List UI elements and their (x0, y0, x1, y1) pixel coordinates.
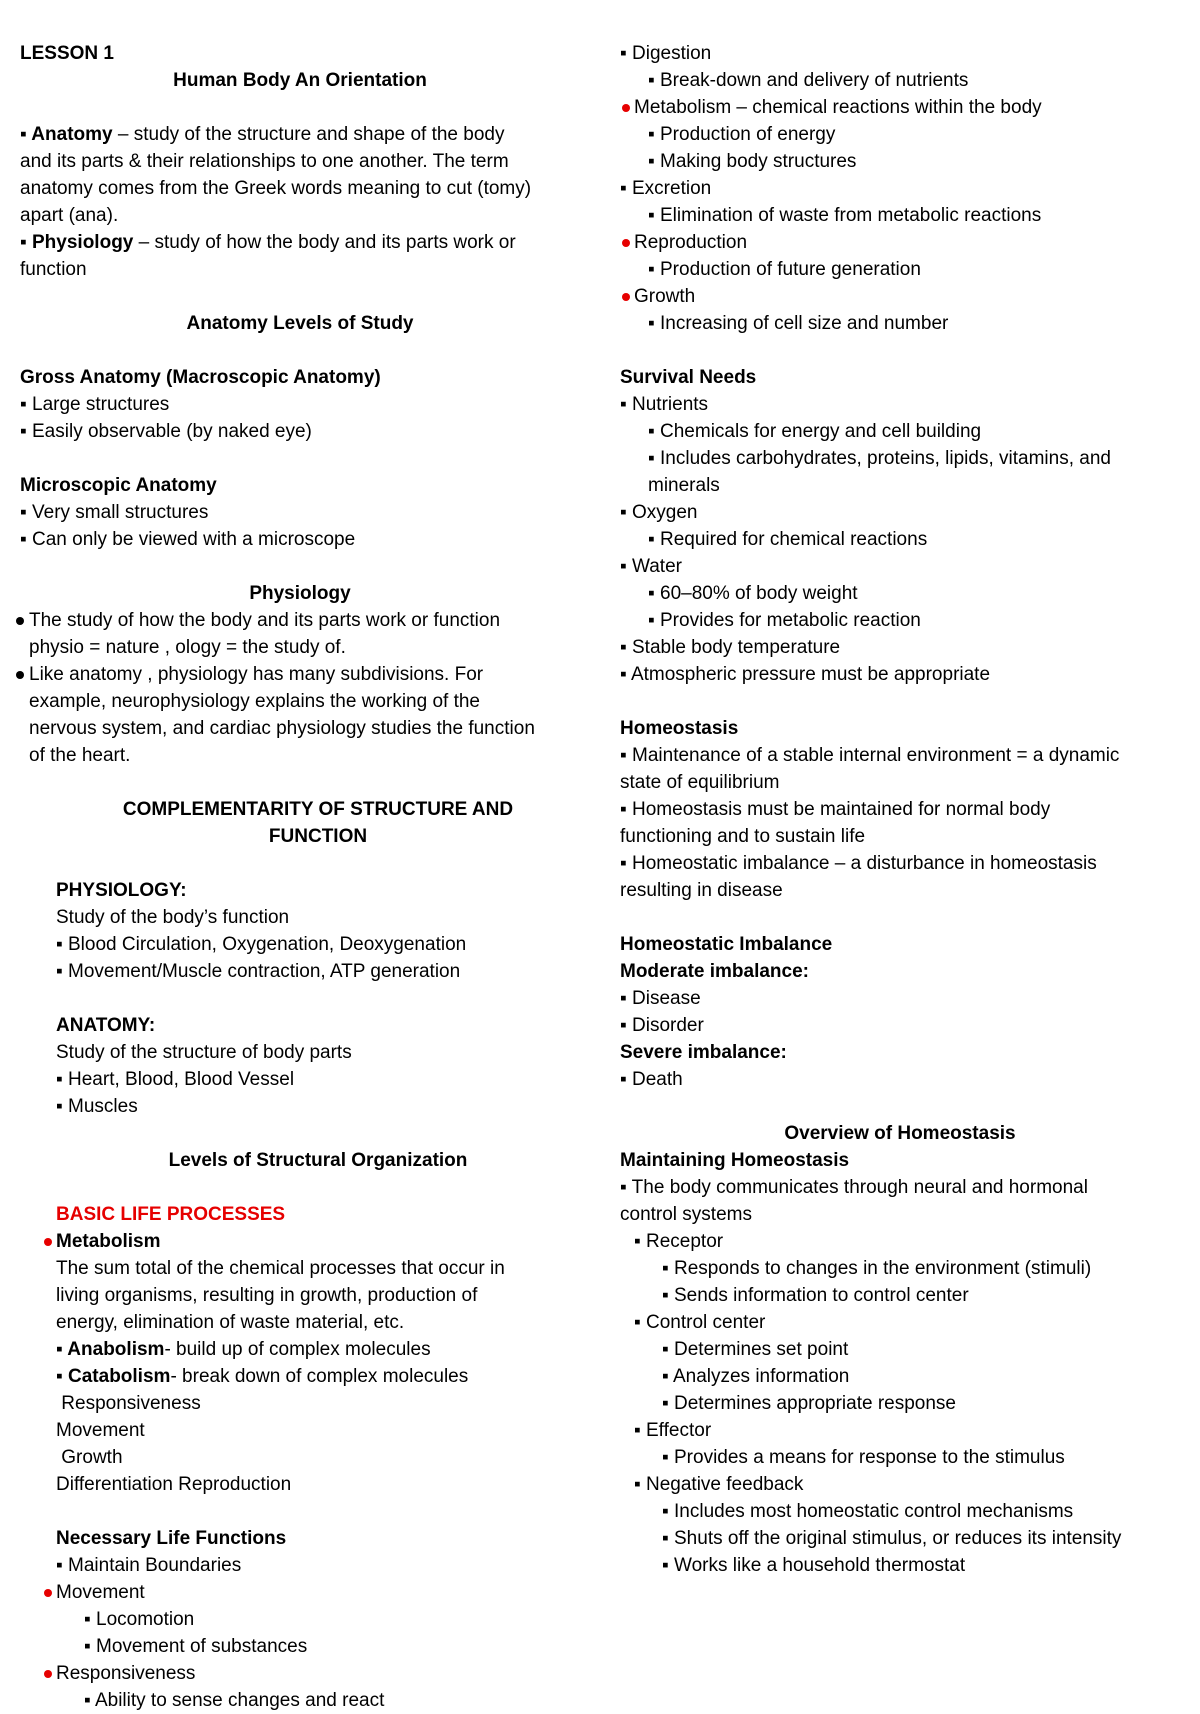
list-item (20, 1579, 580, 1606)
list-item: Differentiation Reproduction (56, 1474, 292, 1495)
list-item-line: resulting in disease (620, 880, 783, 901)
list-item-text: The study of how the body and its parts work or function (29, 610, 501, 631)
list-item: ▪ Homeostatic imbalance – a disturbance in homeostasis (620, 853, 1097, 874)
subsection-heading: Necessary Life Functions (56, 1528, 287, 1549)
list-item: ▪ Muscles (56, 1096, 138, 1117)
list-item-text: Like anatomy , physiology has many subdivisions. For (29, 664, 484, 685)
list-item-text: Responsiveness (56, 1663, 196, 1684)
list-item-line: functioning and to sustain life (620, 826, 866, 847)
list-item: ▪ The body communicates through neural and hormonal (620, 1177, 1088, 1198)
subsection-heading: Microscopic Anatomy (20, 475, 217, 496)
subsection-heading: PHYSIOLOGY: (56, 880, 187, 901)
list-item: ▪ Maintain Boundaries (56, 1555, 242, 1576)
list-item: ▪ Shuts off the original stimulus, or reduces its intensity (662, 1528, 1122, 1549)
subsection-heading: Maintaining Homeostasis (620, 1150, 850, 1171)
page-title: Human Body An Orientation (173, 70, 427, 91)
paragraph: living organisms, resulting in growth, production of (56, 1285, 478, 1306)
subsection-heading: Homeostasis (620, 718, 739, 739)
list-item: ▪ Includes most homeostatic control mechanisms (662, 1501, 1074, 1522)
subsection-heading: ANATOMY: (56, 1015, 156, 1036)
paragraph: The sum total of the chemical processes that occur in (56, 1258, 505, 1279)
list-item: Responsiveness (56, 1393, 201, 1414)
list-item: ▪ Works like a household thermostat (662, 1555, 966, 1576)
anatomy-def-text: – study of the structure and shape of the body (112, 124, 505, 145)
list-item: ▪ Locomotion (84, 1609, 195, 1630)
anatomy-term: ▪ Anatomy (20, 124, 113, 145)
physiology-def-text: – study of how the body and its parts work or (133, 232, 516, 253)
list-item: ▪ Movement/Muscle contraction, ATP generation (56, 961, 461, 982)
list-item (620, 283, 1180, 310)
list-item-line: physio = nature , ology = the study of. (29, 637, 346, 658)
catabolism-term: ▪ Catabolism (56, 1366, 171, 1387)
list-item: ▪ Break-down and delivery of nutrients (648, 70, 969, 91)
list-item: ▪ Required for chemical reactions (648, 529, 928, 550)
list-item-text: Metabolism – chemical reactions within the body (634, 97, 1042, 118)
list-item: ▪ Can only be viewed with a microscope (20, 529, 356, 550)
section-heading: Levels of Structural Organization (168, 1150, 468, 1171)
paragraph: Study of the body’s function (56, 907, 290, 928)
anabolism-term: ▪ Anabolism (56, 1339, 165, 1360)
list-item: ▪ Stable body temperature (620, 637, 841, 658)
paragraph: energy, elimination of waste material, etc. (56, 1312, 405, 1333)
subsection-heading: Gross Anatomy (Macroscopic Anatomy) (20, 367, 381, 388)
list-item: ▪ Provides a means for response to the stimulus (662, 1447, 1065, 1468)
list-item: ▪ Easily observable (by naked eye) (20, 421, 312, 442)
list-item: ▪ Nutrients (620, 394, 709, 415)
catabolism-def: - break down of complex molecules (170, 1366, 469, 1387)
red-bullet-dot-icon (622, 104, 630, 112)
bullet-dot-icon (16, 671, 24, 679)
red-bullet-dot-icon (44, 1589, 52, 1597)
list-item: ▪ Responds to changes in the environment (stimuli) (662, 1258, 1092, 1279)
physiology-def-line: function (20, 259, 87, 280)
list-item-line: example, neurophysiology explains the working of the (29, 691, 480, 712)
subsection-heading: Moderate imbalance: (620, 961, 809, 982)
lesson-label: LESSON 1 (20, 43, 114, 64)
list-item: ▪ Ability to sense changes and react (84, 1690, 385, 1711)
list-item-text: Reproduction (634, 232, 748, 253)
section-heading: FUNCTION (268, 826, 368, 847)
list-item-line: nervous system, and cardiac physiology studies the function (29, 718, 535, 739)
section-heading: Anatomy Levels of Study (186, 313, 414, 334)
list-item-line: of the heart. (29, 745, 131, 766)
list-item: ▪ Large structures (20, 394, 170, 415)
list-item: ▪ 60–80% of body weight (648, 583, 858, 604)
list-item: ▪ Excretion (620, 178, 712, 199)
section-heading: Overview of Homeostasis (784, 1123, 1016, 1144)
section-heading: COMPLEMENTARITY OF STRUCTURE AND (122, 799, 514, 820)
list-item: ▪ Very small structures (20, 502, 209, 523)
list-item: ▪ Disorder (620, 1015, 704, 1036)
list-item: Growth (56, 1447, 123, 1468)
list-item: ▪ Receptor (634, 1231, 724, 1252)
list-item: ▪ Determines appropriate response (662, 1393, 956, 1414)
red-bullet-dot-icon (622, 239, 630, 247)
section-heading: Physiology (249, 583, 351, 604)
red-bullet-dot-icon (44, 1238, 52, 1246)
list-item-text: Metabolism (56, 1231, 161, 1252)
list-item: ▪ Includes carbohydrates, proteins, lipids, vitamins, and (648, 448, 1111, 469)
list-item: ▪ Analyzes information (662, 1366, 850, 1387)
right-column (620, 40, 1180, 1579)
bullet-dot-icon (16, 617, 24, 625)
list-item: ▪ Sends information to control center (662, 1285, 969, 1306)
list-item: ▪ Atmospheric pressure must be appropriate (620, 664, 991, 685)
list-item (620, 94, 1180, 121)
anatomy-definition (20, 121, 580, 148)
list-item (20, 1336, 580, 1363)
list-item: ▪ Homeostasis must be maintained for normal body (620, 799, 1051, 820)
list-item (20, 661, 580, 688)
red-bullet-dot-icon (44, 1670, 52, 1678)
list-item (20, 607, 580, 634)
subsection-heading: Survival Needs (620, 367, 757, 388)
list-item: ▪ Control center (634, 1312, 766, 1333)
physiology-definition (20, 229, 580, 256)
list-item (20, 1660, 580, 1687)
list-item: ▪ Negative feedback (634, 1474, 804, 1495)
list-item: ▪ Chemicals for energy and cell building (648, 421, 982, 442)
list-item-line: minerals (648, 475, 720, 496)
list-item: ▪ Heart, Blood, Blood Vessel (56, 1069, 295, 1090)
list-item: ▪ Movement of substances (84, 1636, 308, 1657)
red-heading: BASIC LIFE PROCESSES (56, 1204, 286, 1225)
list-item-line: control systems (620, 1204, 752, 1225)
anatomy-def-line: anatomy comes from the Greek words meaning to cut (tomy) (20, 178, 532, 199)
list-item: ▪ Effector (634, 1420, 712, 1441)
list-item-line: state of equilibrium (620, 772, 780, 793)
list-item: ▪ Digestion (620, 43, 712, 64)
anatomy-def-line: apart (ana). (20, 205, 119, 226)
anatomy-def-line: and its parts & their relationships to one another. The term (20, 151, 509, 172)
list-item: ▪ Production of energy (648, 124, 836, 145)
list-item: ▪ Oxygen (620, 502, 698, 523)
list-item: ▪ Disease (620, 988, 701, 1009)
list-item: ▪ Making body structures (648, 151, 857, 172)
list-item: ▪ Provides for metabolic reaction (648, 610, 921, 631)
list-item (20, 1228, 580, 1255)
physiology-term: ▪ Physiology (20, 232, 134, 253)
list-item: ▪ Maintenance of a stable internal environment = a dynamic (620, 745, 1120, 766)
list-item (20, 1363, 580, 1390)
left-column (20, 40, 580, 1714)
paragraph: Study of the structure of body parts (56, 1042, 352, 1063)
list-item (620, 229, 1180, 256)
list-item-text: Growth (634, 286, 696, 307)
list-item: ▪ Blood Circulation, Oxygenation, Deoxygenation (56, 934, 467, 955)
subsection-heading: Severe imbalance: (620, 1042, 787, 1063)
list-item: ▪ Water (620, 556, 682, 577)
list-item: ▪ Increasing of cell size and number (648, 313, 949, 334)
subsection-heading: Homeostatic Imbalance (620, 934, 833, 955)
red-bullet-dot-icon (622, 293, 630, 301)
list-item: ▪ Elimination of waste from metabolic reactions (648, 205, 1042, 226)
list-item: ▪ Death (620, 1069, 683, 1090)
list-item: ▪ Production of future generation (648, 259, 921, 280)
list-item: ▪ Determines set point (662, 1339, 849, 1360)
anabolism-def: - build up of complex molecules (164, 1339, 431, 1360)
list-item: Movement (56, 1420, 145, 1441)
list-item-text: Movement (56, 1582, 145, 1603)
